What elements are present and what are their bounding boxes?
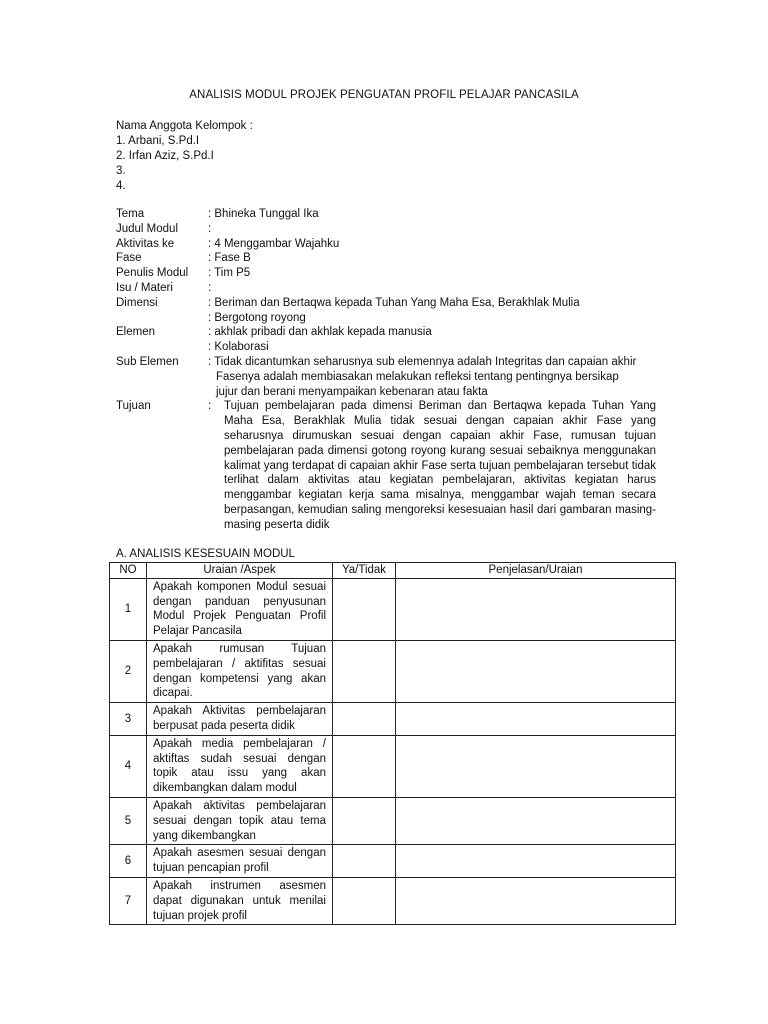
row-number: 2 (110, 640, 147, 702)
document-title: ANALISIS MODUL PROJEK PENGUATAN PROFIL PELAJAR PANCASILA (189, 89, 579, 101)
table-row (110, 845, 676, 878)
meta-value: : Tidak dicantumkan seharusnya sub elemennya adalah Integritas dan capaian akhir (208, 355, 637, 368)
row-ya-tidak-cell[interactable] (333, 640, 396, 702)
meta-colon: : (208, 400, 212, 413)
meta-label: Tujuan (116, 400, 151, 413)
row-penjelasan-cell[interactable] (396, 735, 676, 797)
header-no: NO (110, 563, 147, 579)
meta-label: Sub Elemen (116, 355, 179, 368)
row-number: 6 (110, 845, 147, 878)
meta-value: : Fase B (208, 252, 251, 265)
row-penjelasan-cell[interactable] (396, 578, 676, 640)
meta-row-tujuan (116, 399, 656, 532)
row-aspek: Apakah media pembelajaran / aktiftas sudah sesuai dengan topik atau issu yang akan dikembangkan dalam modul (147, 735, 333, 797)
row-number: 3 (110, 703, 147, 736)
row-ya-tidak-cell[interactable] (333, 845, 396, 878)
meta-label: Elemen (116, 326, 155, 339)
member-item: 2. Irfan Aziz, S.Pd.I (116, 150, 214, 162)
row-penjelasan-cell[interactable] (396, 703, 676, 736)
meta-value: : Tim P5 (208, 267, 251, 280)
meta-value: : 4 Menggambar Wajahku (208, 237, 340, 250)
meta-label: Penulis Modul (116, 267, 189, 280)
header-ya-tidak: Ya/Tidak (333, 563, 396, 579)
meta-row-sub-elemen-cont (116, 385, 656, 400)
row-ya-tidak-cell[interactable] (333, 578, 396, 640)
meta-value: : Beriman dan Bertaqwa kepada Tuhan Yang Maha Esa, Berakhlak Mulia (208, 296, 580, 309)
row-ya-tidak-cell[interactable] (333, 877, 396, 924)
table-row (110, 797, 676, 844)
meta-value: jujur dan berani menyampaikan kebenaran atau fakta (216, 385, 488, 398)
meta-label: Aktivitas ke (116, 237, 175, 250)
meta-row-judul (116, 222, 656, 237)
meta-row-fase (116, 251, 656, 266)
member-list (116, 119, 253, 194)
module-metadata (116, 207, 656, 533)
meta-label: Isu / Materi (116, 281, 173, 294)
row-aspek: Apakah rumusan Tujuan pembelajaran / aktifitas sesuai dengan kompetensi yang akan dicapai. (147, 640, 333, 702)
header-aspek: Uraian /Aspek (147, 563, 333, 579)
meta-row-aktivitas (116, 237, 656, 252)
meta-row-sub-elemen-cont (116, 370, 656, 385)
table-row (110, 703, 676, 736)
row-number: 5 (110, 797, 147, 844)
section-a-title: A. ANALISIS KESESUAIN MODUL (116, 548, 295, 560)
row-penjelasan-cell[interactable] (396, 640, 676, 702)
table-row (110, 640, 676, 702)
row-aspek: Apakah asesmen sesuai dengan tujuan pencapian profil (147, 845, 333, 878)
meta-value: : akhlak pribadi dan akhlak kepada manusia (208, 326, 432, 339)
meta-value: : Bergotong royong (208, 311, 306, 324)
meta-value: : (208, 281, 212, 294)
row-aspek: Apakah Aktivitas pembelajaran berpusat pada peserta didik (147, 703, 333, 736)
analysis-table (109, 562, 676, 925)
member-heading: Nama Anggota Kelompok : (116, 120, 253, 132)
meta-row-isu (116, 281, 656, 296)
table-header-row (110, 563, 676, 579)
meta-value: : Bhineka Tunggal Ika (208, 208, 319, 220)
meta-label: Judul Modul (116, 222, 179, 235)
row-aspek: Apakah komponen Modul sesuai dengan panduan penyusunan Modul Projek Penguatan Profil Pelajar Pancasila (147, 578, 333, 640)
table-row (110, 578, 676, 640)
meta-row-dimensi-cont (116, 311, 656, 326)
row-aspek: Apakah aktivitas pembelajaran sesuai dengan topik atau tema yang dikembangkan (147, 797, 333, 844)
meta-value: Fasenya adalah membiasakan melakukan refleksi tentang pentingnya bersikap (216, 370, 619, 383)
row-ya-tidak-cell[interactable] (333, 797, 396, 844)
meta-row-sub-elemen (116, 355, 656, 370)
row-penjelasan-cell[interactable] (396, 845, 676, 878)
meta-row-elemen (116, 325, 656, 340)
row-penjelasan-cell[interactable] (396, 797, 676, 844)
row-number: 1 (110, 578, 147, 640)
member-item: 1. Arbani, S.Pd.I (116, 135, 200, 147)
header-penjelasan: Penjelasan/Uraian (396, 563, 676, 579)
meta-row-penulis (116, 266, 656, 281)
meta-value: : Kolaborasi (208, 341, 269, 354)
member-item: 3. (116, 165, 126, 177)
row-ya-tidak-cell[interactable] (333, 735, 396, 797)
row-number: 4 (110, 735, 147, 797)
meta-value: : (208, 222, 212, 235)
row-penjelasan-cell[interactable] (396, 877, 676, 924)
meta-label: Fase (116, 252, 142, 265)
meta-label: Dimensi (116, 296, 158, 309)
row-number: 7 (110, 877, 147, 924)
meta-value-tujuan: Tujuan pembelajaran pada dimensi Beriman dan Bertaqwa kepada Tuhan Yang Maha Esa, Berakhlak Mulia tidak sesuai dengan capaian akhir Fase yang seharusnya dirumuskan sesuai dengan capaian akhir Fase, rumusan tujuan pembelajaran pada dimensi gotong royong kurang sesuai sebaiknya menggunakan kalimat yang terdapat di capaian akhir Fase serta tujuan pembelajaran tersebut tidak terlihat dalam aktivitas atau kegiatan pembelajaran, aktivitas kegiatan harus menggambar kegiatan kerja sama misalnya, menggambar wajah teman secara berpasangan, kemudian saling mengoreksi kesesuaian hasil dari gambaran masing-masing peserta didik (224, 400, 656, 531)
table-row (110, 877, 676, 924)
member-item: 4. (116, 180, 126, 192)
meta-row-tema (116, 207, 656, 222)
row-ya-tidak-cell[interactable] (333, 703, 396, 736)
meta-row-dimensi (116, 296, 656, 311)
table-row (110, 735, 676, 797)
meta-row-elemen-cont (116, 340, 656, 355)
meta-label: Tema (116, 208, 145, 220)
row-aspek: Apakah instrumen asesmen dapat digunakan untuk menilai tujuan projek profil (147, 877, 333, 924)
